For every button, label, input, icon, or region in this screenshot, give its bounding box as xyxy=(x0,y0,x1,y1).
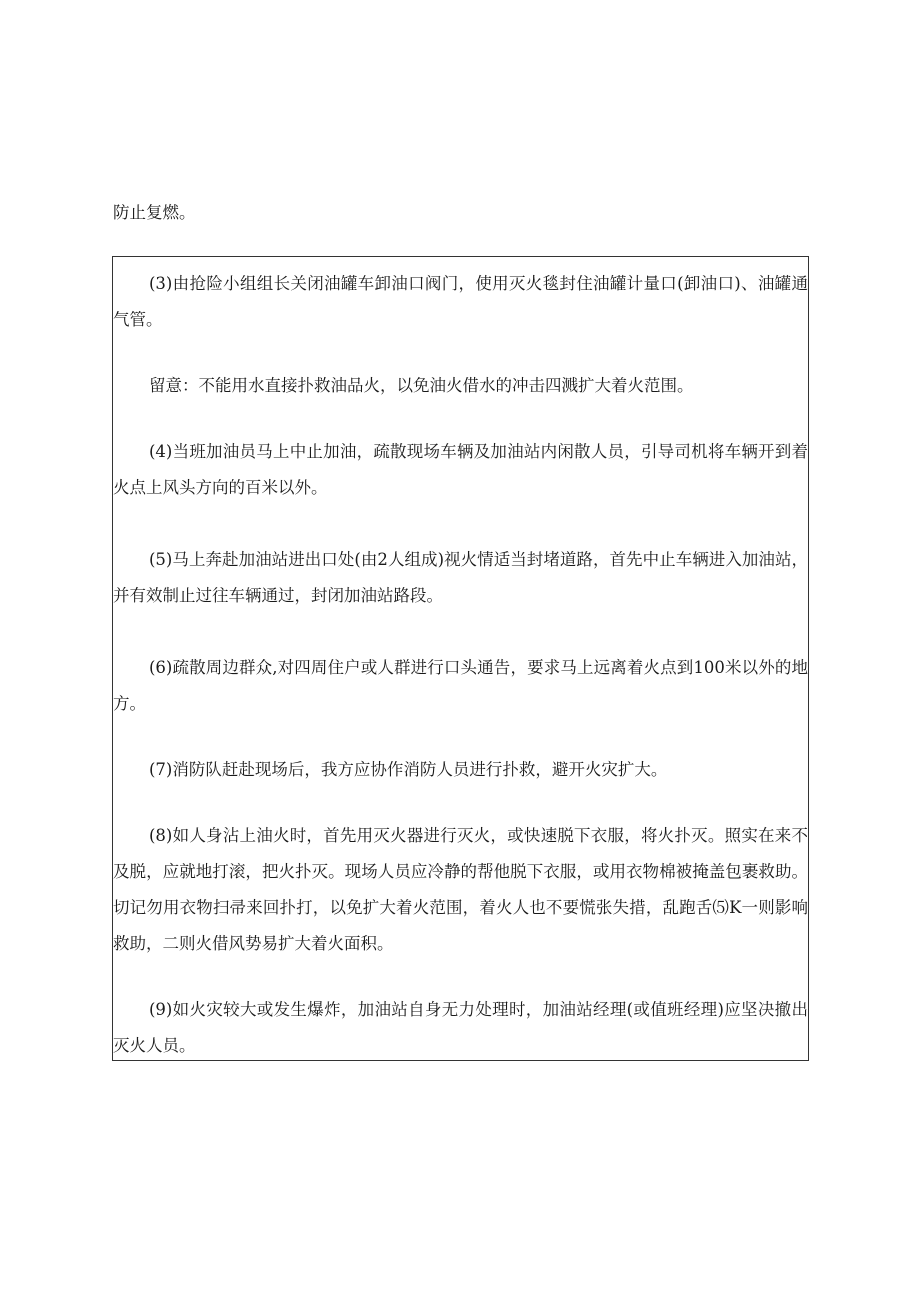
paragraph-step-3: (3)由抢险小组组长关闭油罐车卸油口阀门，使用灭火毯封住油罐计量口(卸油口)、油罐通气管。 xyxy=(113,274,808,329)
paragraph-caution: 留意：不能用水直接扑救油品火，以免油火借水的冲击四溅扩大着火范围。 xyxy=(149,376,694,395)
procedure-box xyxy=(112,256,809,1061)
continuation-text: 防止复燃。 xyxy=(113,203,196,222)
paragraph-step-4: (4)当班加油员马上中止加油，疏散现场车辆及加油站内闲散人员，引导司机将车辆开到着火点上风头方向的百米以外。 xyxy=(113,442,808,497)
paragraph-step-8: (8)如人身沾上油火时，首先用灭火器进行灭火，或快速脱下衣服，将火扑灭。照实在来不及脱，应就地打滚，把火扑灭。现场人员应冷静的帮他脱下衣服，或用衣物棉被掩盖包裹救助。切记勿用衣物扫帚来回扑打，以免扩大着火范围，着火人也不要慌张失措，乱跑舌⑸K一则影响救助，二则火借风势易扩大着火面积。 xyxy=(113,826,808,953)
paragraph-step-7: (7)消防队赶赴现场后，我方应协作消防人员进行扑救，避开火灾扩大。 xyxy=(149,760,668,779)
paragraph-step-9: (9)如火灾较大或发生爆炸，加油站自身无力处理时，加油站经理(或值班经理)应坚决撤出灭火人员。 xyxy=(113,1000,808,1055)
paragraph-step-5: (5)马上奔赴加油站进出口处(由2人组成)视火情适当封堵道路，首先中止车辆进入加油站，并有效制止过往车辆通过，封闭加油站路段。 xyxy=(113,550,808,605)
paragraph-step-6: (6)疏散周边群众,对四周住户或人群进行口头通告，要求马上远离着火点到100米以外的地方。 xyxy=(113,658,808,713)
